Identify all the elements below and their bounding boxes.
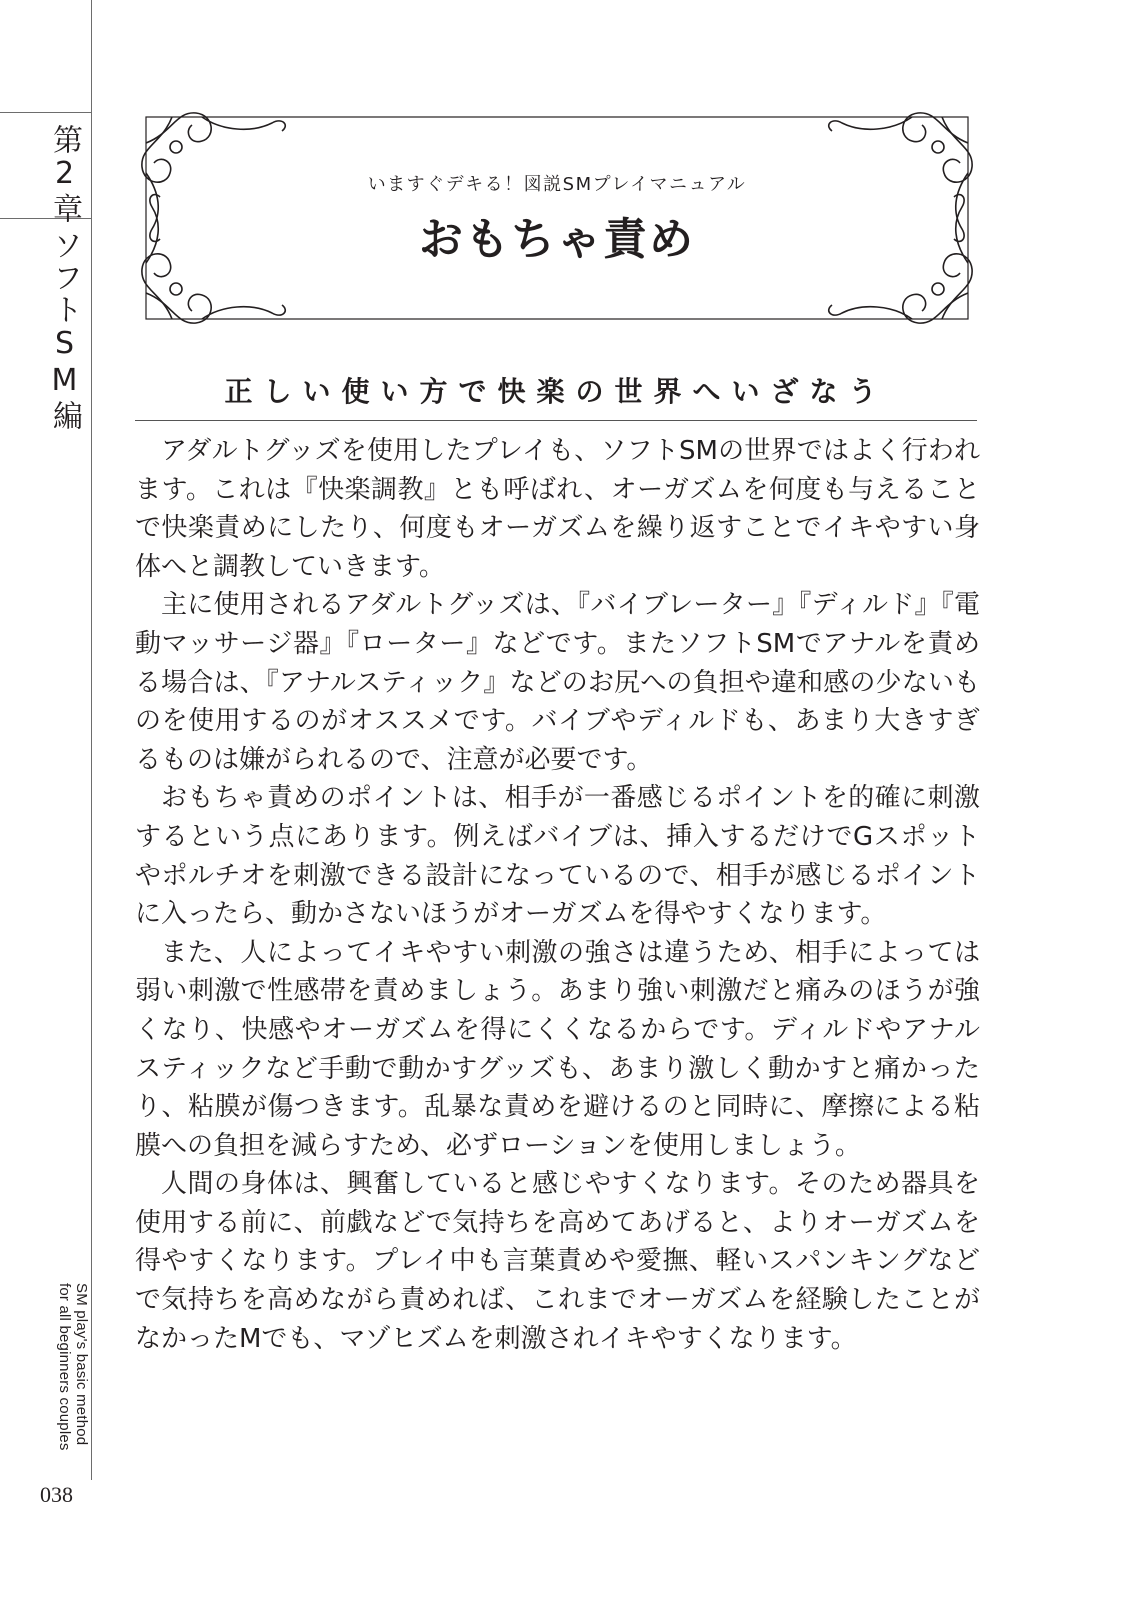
- paragraph: おもちゃ責めのポイントは、相手が一番感じるポイントを的確に刺激するという点にあります。例えばバイブは、挿入するだけでGスポットやポルチオを刺激できる設計になっているので、相手が感じるポイントに入ったら、動かさないほうがオーガズムを得やすくなります。: [135, 783, 980, 930]
- paragraph: また、人によってイキやすい刺激の強さは違うため、相手によっては弱い刺激で性感帯を責めましょう。あまり強い刺激だと痛みのほうが強くなり、快感やオーガズムを得にくくなるからです。ディルドやアナルスティックなど手動で動かすグッズも、あまり激しく動かすと痛かったり、粘膜が傷つきます。乱暴な責めを避けるのと同時に、摩擦による粘膜への負担を減らすため、必ずローションを使用しましょう。: [135, 937, 980, 1161]
- series-kicker: いますぐデキる！図説SMプレイマニュアル: [367, 174, 747, 195]
- section-subheading: 正しい使い方で快楽の世界へいざなう: [224, 375, 888, 408]
- subheading-underline: [135, 420, 977, 421]
- paragraph: 主に使用されるアダルトグッズは、『バイブレーター』『ディルド』『電動マッサージ器』『ローター』などです。またソフトSMでアナルを責める場合は、『アナルスティック』などのお尻への負担や違和感の少ないものを使用するのがオススメです。バイブやディルドも、あまり大きすぎるものは嫌がられるので、注意が必要です。: [135, 590, 980, 775]
- sidebar-vertical-rule: [91, 0, 92, 1480]
- paragraph: アダルトグッズを使用したプレイも、ソフトSMの世界ではよく行われます。これは『快楽調教』とも呼ばれ、オーガズムを何度も与えることで快楽責めにしたり、何度もオーガズムを繰り返すことでイキやすい身体へと調教していきます。: [135, 436, 980, 582]
- sidebar-divider-top: [0, 112, 92, 113]
- footer-english-caption: SM play's basic method for all beginners couples: [56, 1283, 90, 1451]
- page-title: おもちゃ責め: [419, 214, 695, 265]
- section-label: ソフトSM編: [47, 230, 82, 432]
- chapter-label: 第2章: [47, 124, 82, 225]
- paragraph: 人間の身体は、興奮していると感じやすくなります。そのため器具を使用する前に、前戯などで気持ちを高めてあげると、よりオーガズムを得やすくなります。プレイ中も言葉責めや愛撫、軽いスパンキングなどで気持ちを高めながら責めれば、これまでオーガズムを経験したことがなかったMでも、マゾヒズムを刺激されイキやすくなります。: [135, 1169, 980, 1354]
- page-number: 038: [40, 1482, 73, 1507]
- body-text: [135, 432, 980, 1358]
